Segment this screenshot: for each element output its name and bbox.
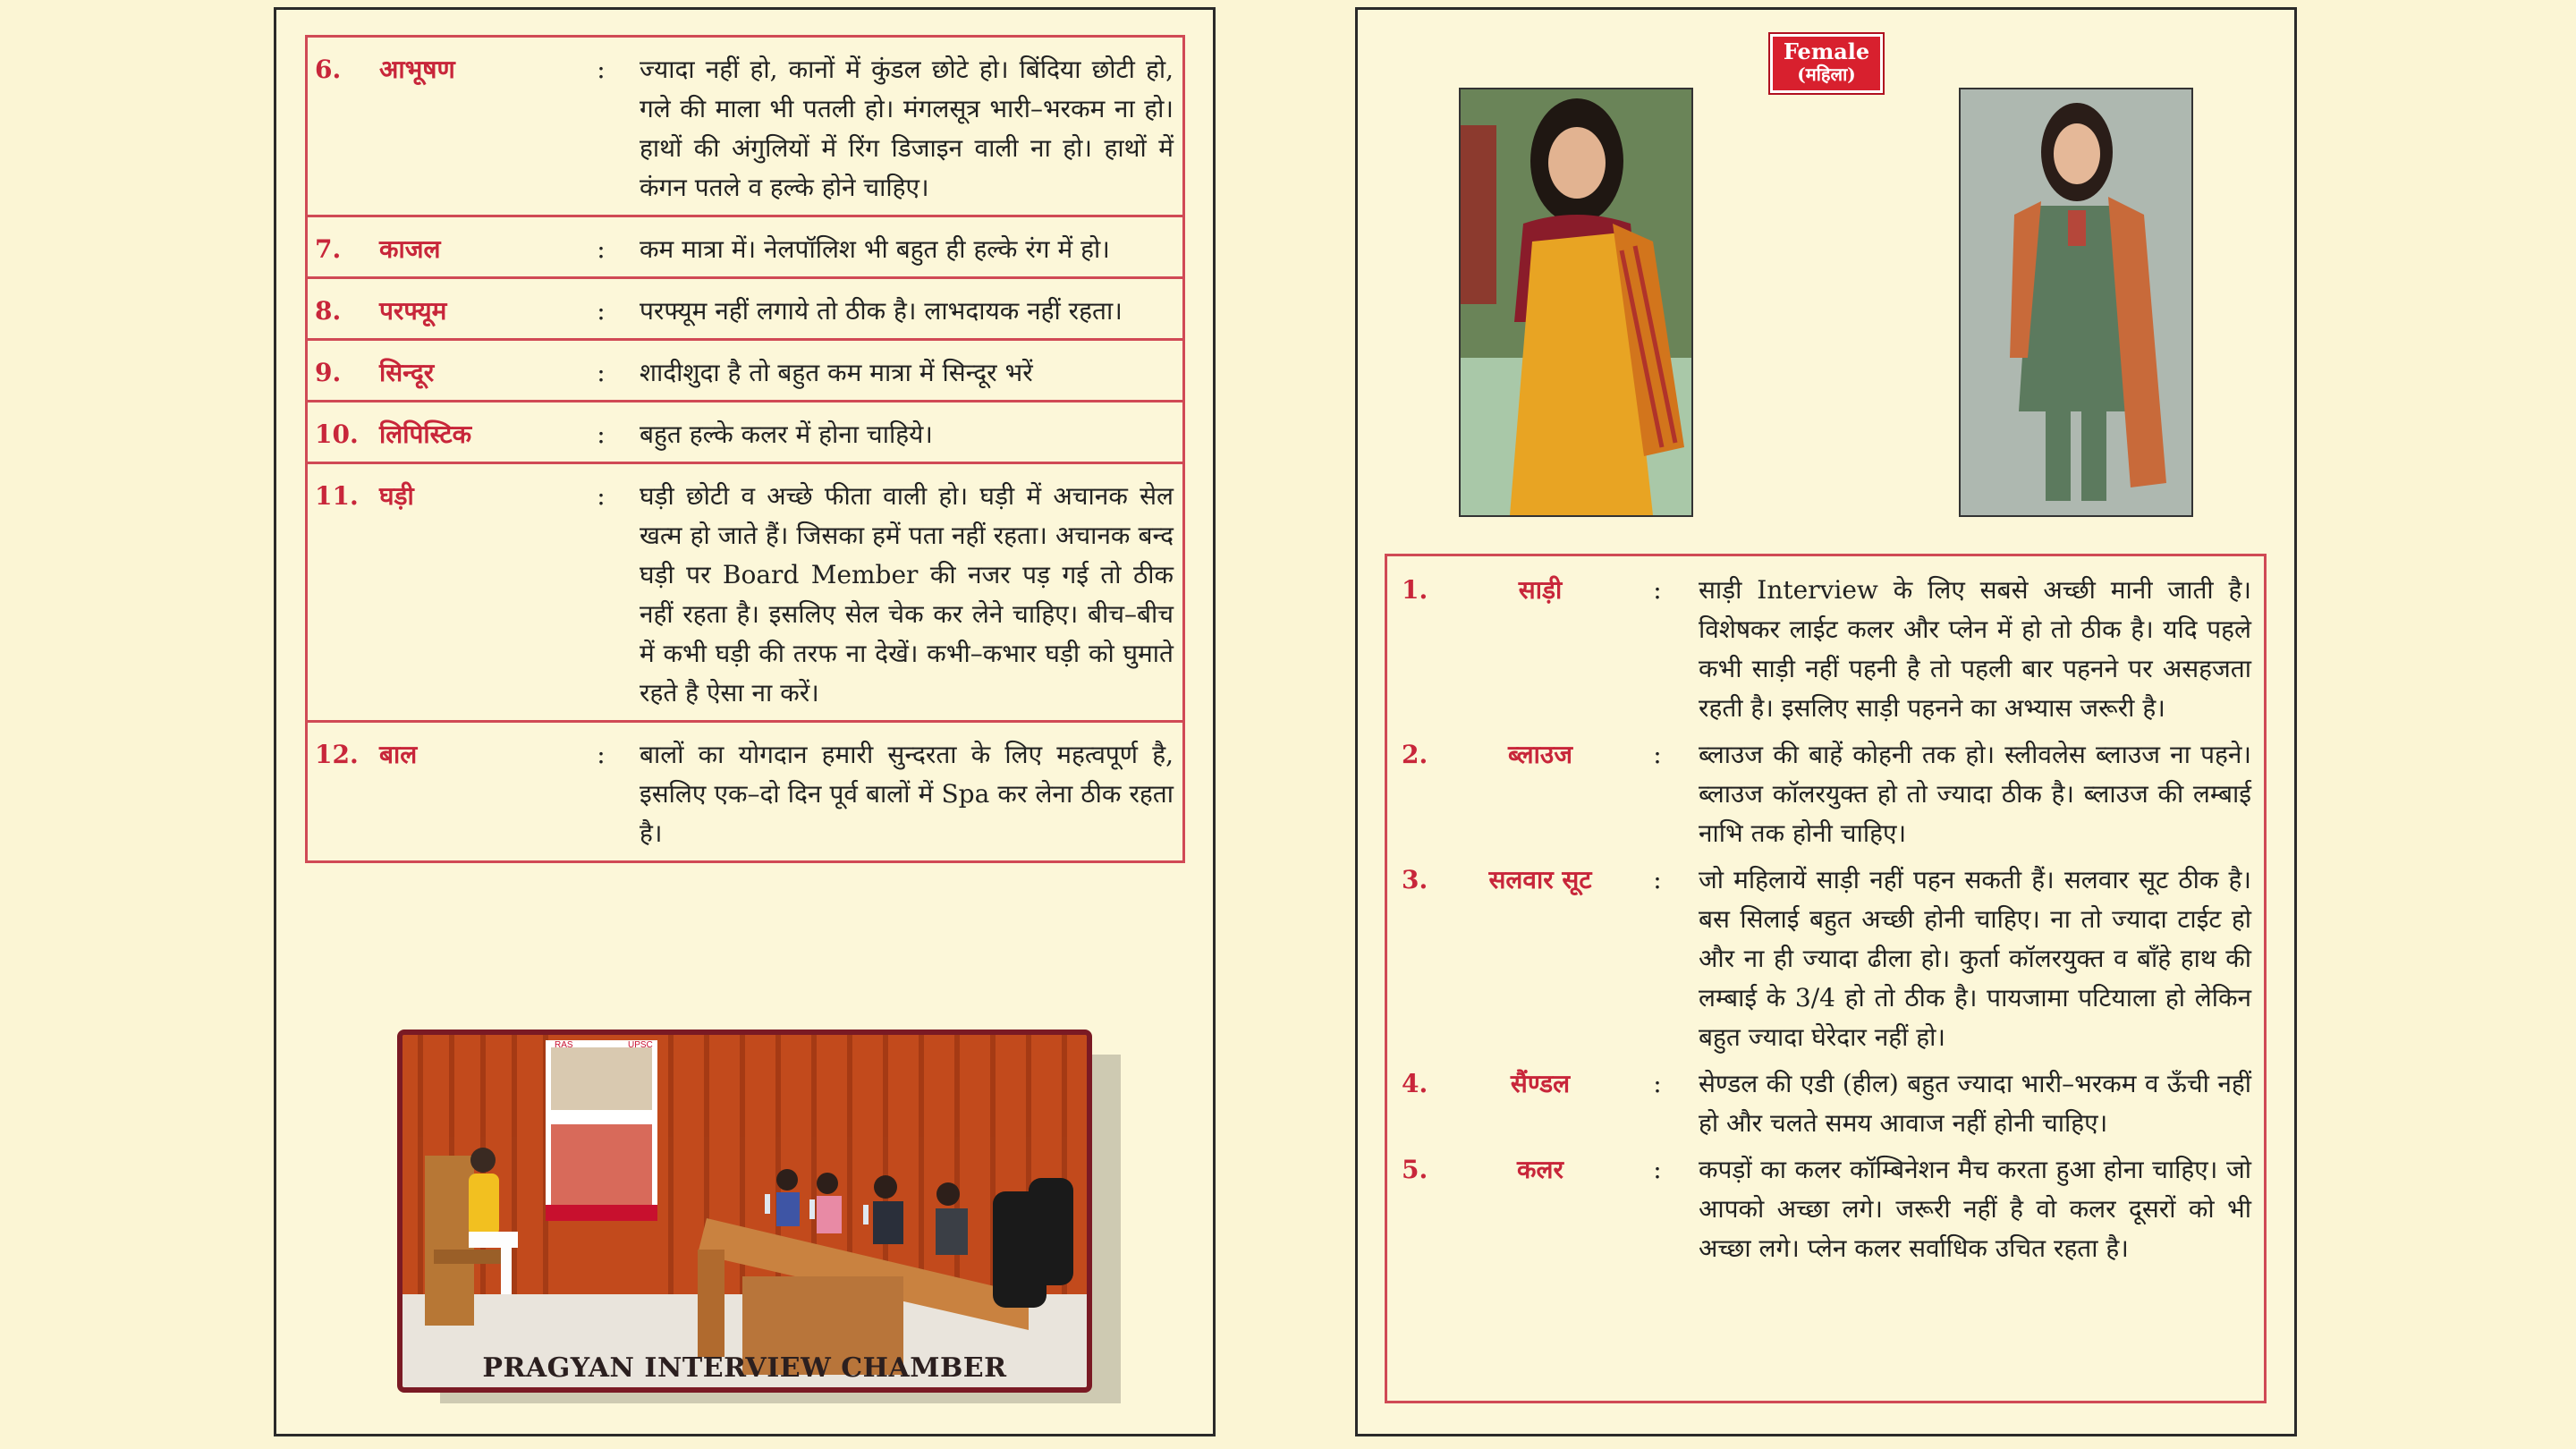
item-number: 5.	[1402, 1155, 1428, 1184]
salwar-suit-photo	[1959, 88, 2193, 517]
item-description: ब्लाउज की बाहें कोहनी तक हो। स्लीवलेस ब्लाउज ना पहने। ब्लाउज कॉलरयुक्त हो तो ज्यादा ठीक है। ब्लाउज की लम्बाई नाभि तक होनी चाहिए।	[1699, 740, 2251, 848]
item-separator: :	[597, 358, 606, 387]
item-number: 3.	[1402, 865, 1428, 894]
item-number: 2.	[1402, 740, 1428, 769]
item-description: बालों का योगदान हमारी सुन्दरता के लिए महत्वपूर्ण है, इसलिए एक–दो दिन पूर्व बालों में Spa कर लेना ठीक रहता है।	[640, 740, 1174, 848]
item-separator: :	[597, 296, 606, 326]
guideline-row	[1394, 730, 2258, 855]
guideline-row	[1394, 565, 2258, 730]
item-label: परफ्यूम	[379, 296, 447, 326]
image-caption: PRAGYAN INTERVIEW CHAMBER	[482, 1352, 1007, 1384]
item-separator: :	[1653, 865, 1662, 894]
item-description: ज्यादा नहीं हो, कानों में कुंडल छोटे हो। बिंदिया छोटी हो, गले की माला भी पतली हो। मंगलसूत्र भारी–भरकम ना हो। हाथों की अंगुलियों में रिंग डिजाइन वाली ना हो। हाथों में कंगन पतले व हल्के होने चाहिए।	[640, 55, 1174, 202]
item-number: 10.	[315, 419, 359, 449]
guideline-row	[1394, 1059, 2258, 1145]
banner-label-rpsc: RPSC	[626, 1117, 651, 1127]
saree-photo	[1459, 88, 1693, 517]
item-label: ब्लाउज	[1507, 740, 1573, 769]
guideline-row	[1394, 1145, 2258, 1270]
item-label: आभूषण	[379, 55, 455, 84]
item-label: बाल	[379, 740, 418, 769]
guideline-row	[307, 722, 1184, 862]
interview-scene-illustration	[402, 1035, 1087, 1387]
right-guidelines-box	[1385, 554, 2267, 1403]
suit-figure-illustration	[1961, 89, 2191, 515]
item-separator: :	[597, 740, 606, 769]
item-number: 12.	[315, 740, 359, 769]
badge-subtitle: (महिला)	[1797, 64, 1856, 85]
item-description: सेण्डल की एडी (हील) बहुत ज्यादा भारी–भरकम व ऊँची नहीं हो और चलते समय आवाज नहीं होनी चाहिए।	[1699, 1069, 2251, 1138]
item-separator: :	[597, 234, 606, 264]
guideline-row	[307, 37, 1184, 216]
item-separator: :	[1653, 1155, 1662, 1184]
guideline-row	[307, 340, 1184, 402]
right-guidelines-table	[1394, 565, 2258, 1270]
item-number: 1.	[1402, 575, 1428, 605]
guideline-row	[307, 278, 1184, 340]
right-page	[1355, 7, 2297, 1436]
item-label: कलर	[1517, 1155, 1563, 1184]
item-label: सलवार सूट	[1488, 865, 1592, 894]
item-separator: :	[597, 419, 606, 449]
female-badge	[1770, 34, 1883, 93]
banner-label-ras: RAS	[555, 1040, 573, 1050]
item-description: कम मात्रा में। नेलपॉलिश भी बहुत ही हल्के रंग में हो।	[640, 234, 1110, 264]
item-number: 7.	[315, 234, 342, 264]
item-description: साड़ी Interview के लिए सबसे अच्छी मानी जाती है। विशेषकर लाईट कलर और प्लेन में हो तो ठीक है। यदि पहले कभी साड़ी नहीं पहनी है तो पहली बार पहनने पर असहजता रहती है। इसलिए साड़ी पहनने का अभ्यास जरूरी है।	[1699, 575, 2251, 723]
item-separator: :	[1653, 575, 1662, 605]
interview-chamber-image	[397, 1030, 1092, 1393]
item-label: काजल	[379, 234, 441, 264]
item-number: 9.	[315, 358, 342, 387]
item-number: 4.	[1402, 1069, 1428, 1098]
left-guidelines-table	[305, 35, 1185, 863]
item-number: 6.	[315, 55, 342, 84]
item-label: घड़ी	[379, 481, 414, 511]
item-separator: :	[1653, 1069, 1662, 1098]
item-description: शादीशुदा है तो बहुत कम मात्रा में सिन्दूर भरें	[640, 358, 1033, 387]
item-separator: :	[1653, 740, 1662, 769]
guideline-row	[307, 402, 1184, 463]
left-page	[274, 7, 1216, 1436]
item-label: सिन्दूर	[379, 358, 435, 387]
item-number: 8.	[315, 296, 342, 326]
badge-title: Female	[1783, 38, 1870, 64]
item-description: कपड़ों का कलर कॉम्बिनेशन मैच करता हुआ होना चाहिए। जो आपको अच्छा लगे। जरूरी नहीं है वो कलर दूसरों को भी अच्छा लगे। प्लेन कलर सर्वाधिक उचित रहता है।	[1699, 1155, 2251, 1263]
item-separator: :	[597, 481, 606, 511]
item-description: बहुत हल्के कलर में होना चाहिये।	[640, 419, 933, 449]
saree-figure-illustration	[1461, 89, 1691, 515]
item-number: 11.	[315, 481, 359, 511]
item-description: घड़ी छोटी व अच्छे फीता वाली हो। घड़ी में अचानक सेल खत्म हो जाते हैं। जिसका हमें पता नहीं रहता। अचानक बन्द घड़ी पर Board Member की नजर पड़ गई तो ठीक नहीं रहता है। इसलिए सेल चेक कर लेने चाहिए। बीच–बीच में कभी घड़ी की तरफ ना देखें। कभी–कभार घड़ी को घुमाते रहते है ऐसा ना करें।	[640, 481, 1174, 708]
guideline-row	[307, 463, 1184, 722]
item-description: जो महिलायें साड़ी नहीं पहन सकती हैं। सलवार सूट ठीक है। बस सिलाई बहुत अच्छी होनी चाहिए। ना तो ज्यादा टाईट हो और ना ही ज्यादा ढीला हो। कुर्ता कॉलरयुक्त व बाँहे हाथ की लम्बाई के 3/4 हो तो ठीक है। पायजामा पटियाला हो लेकिन बहुत ज्यादा घेरेदार नहीं हो।	[1699, 865, 2251, 1052]
guideline-row	[307, 216, 1184, 278]
item-separator: :	[597, 55, 606, 84]
item-label: सैंण्डल	[1510, 1069, 1571, 1098]
guideline-row	[1394, 855, 2258, 1059]
item-label: लिपिस्टिक	[379, 419, 472, 449]
item-label: साड़ी	[1518, 575, 1563, 605]
banner-label-upsc: UPSC	[628, 1040, 653, 1050]
item-description: परफ्यूम नहीं लगाये तो ठीक है। लाभदायक नहीं रहता।	[640, 296, 1123, 326]
